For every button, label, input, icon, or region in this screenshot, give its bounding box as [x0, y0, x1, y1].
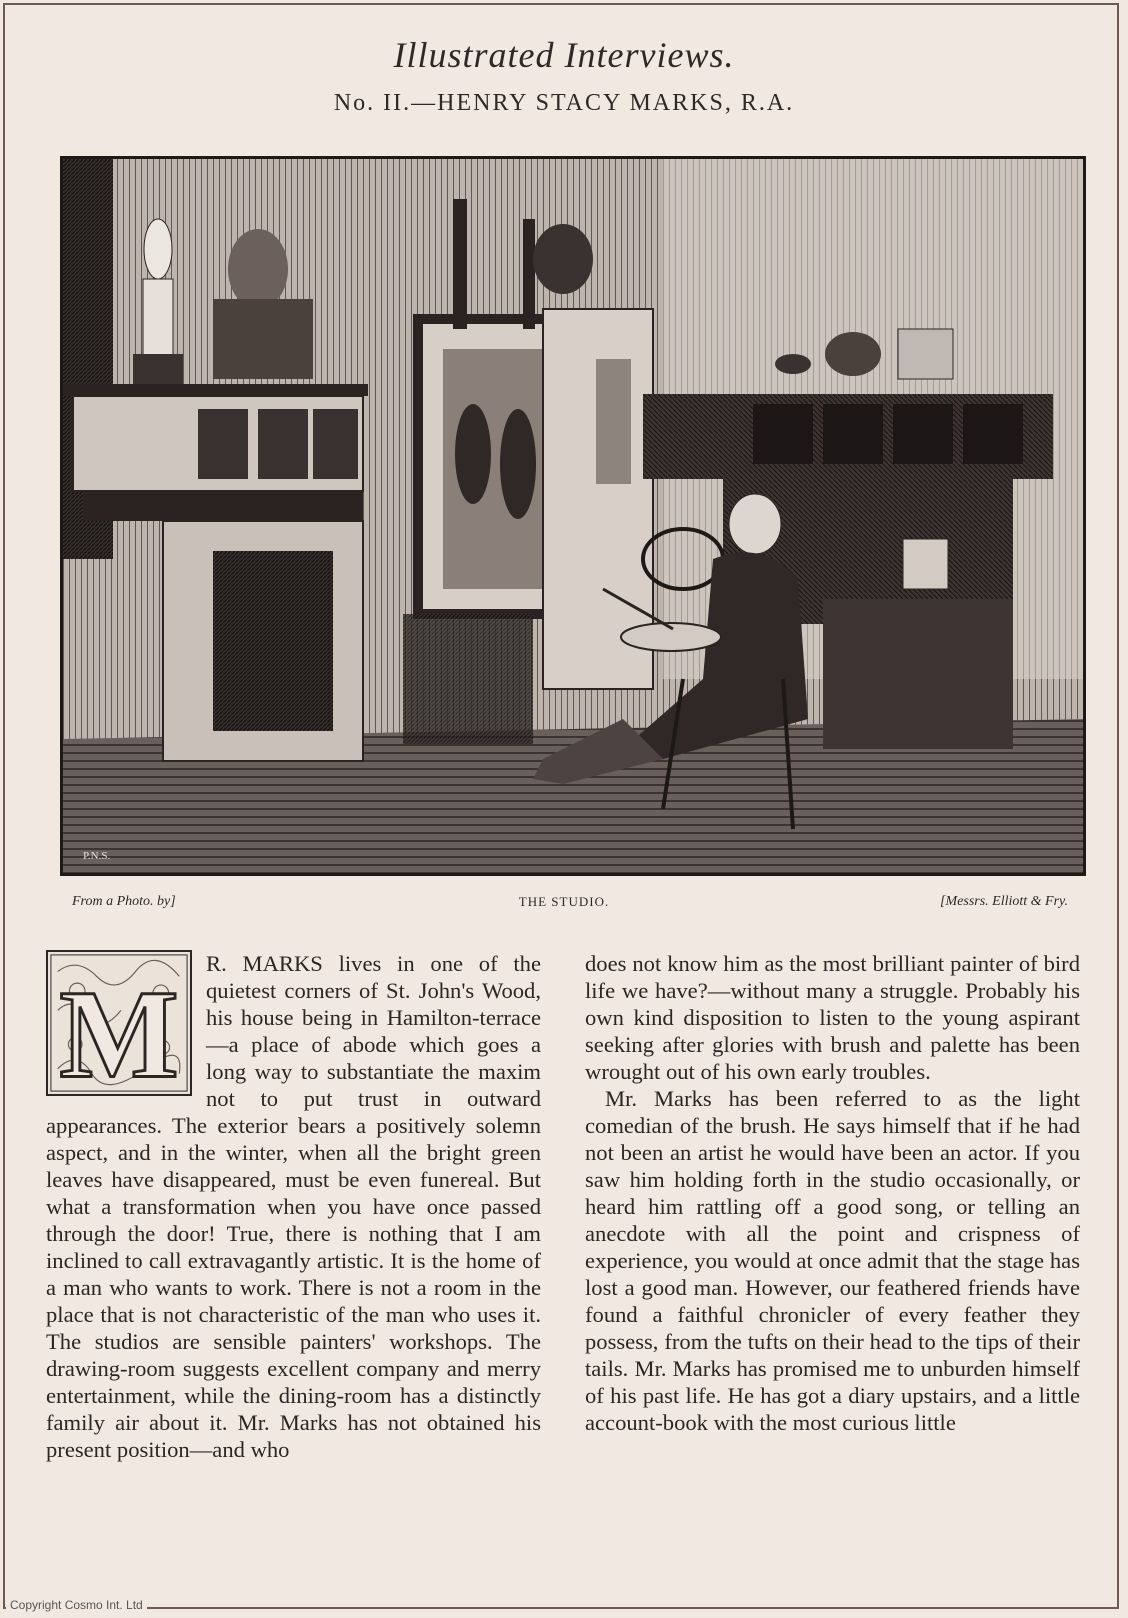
- dropcap-initial: [46, 950, 192, 1096]
- engraver-signature: P.N.S.: [83, 850, 111, 862]
- studio-engraving: [60, 156, 1086, 876]
- article-column-right: [585, 950, 1080, 1436]
- page-title: Illustrated Interviews.: [393, 35, 735, 75]
- figure-caption: THE STUDIO.: [518, 894, 610, 909]
- right-column-paragraph-1: does not know him as the most brilliant painter of bird life we have?—without many a struggle. Probably his own kind disposition to listen to the young aspirant seeking after glories with brush and palette has been wrought out of his own early troubles.: [585, 951, 1080, 1084]
- dropcap-letter: M: [59, 964, 179, 1094]
- left-column-text: R. MARKS lives in one of the quietest corners of St. John's Wood, his house being in Hamilton-terrace—a place of abode which goes a long way to substantiate the maxim not to put trust in outward appearances. The exterior bears a positively solemn aspect, and in the winter, when all the bright green leaves have disappeared, must be even funereal. But what a transformation when you have once passed through the door! True, there is nothing that I am inclined to call extravagantly artistic. It is the home of a man who wants to work. There is not a room in the place that is not characteristic of the man who uses it. The studios are sensible painters' workshops. The drawing-room suggests excellent company and merry entertainment, while the dining-room has a distinctly family air about it. Mr. Marks has not obtained his present position—and who: [46, 951, 541, 1462]
- article-column-left: [46, 950, 541, 1463]
- right-column-paragraph-2: Mr. Marks has been referred to as the light comedian of the brush. He says himself that if he had not been an artist he would have been an actor. If you saw him holding forth in the studio occasionally, or heard him rattling off a good song, or telling an anecdote with all the point and crispness of experience, you would at once admit that the stage has lost a good man. However, our feathered friends have found a faithful chronicler of every feather they possess, from the tufts on their head to the tips of their tails. Mr. Marks has promised me to unburden himself of his past life. He has got a diary upstairs, and a little account-book with the most curious little: [585, 1086, 1080, 1435]
- dropcap-ornament: [48, 952, 190, 1094]
- photo-credit-studio: [Messrs. Elliott & Fry.: [940, 894, 1068, 909]
- studio-illustration: [63, 159, 1083, 873]
- copyright-watermark: Copyright Cosmo Int. Ltd: [6, 1598, 147, 1612]
- article-subtitle: No. II.—HENRY STACY MARKS, R.A.: [333, 90, 795, 116]
- photo-credit-prefix: From a Photo. by]: [72, 894, 176, 909]
